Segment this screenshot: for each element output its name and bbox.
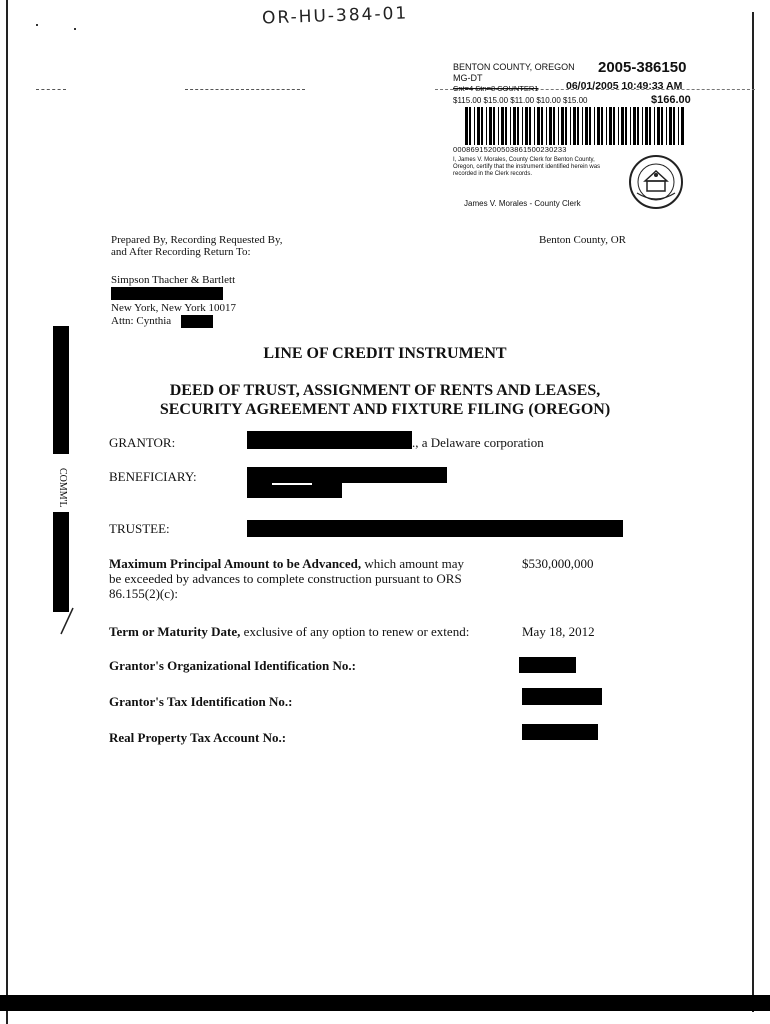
barcode-bar	[549, 107, 552, 145]
tax-id-label: Grantor's Tax Identification No.:	[109, 694, 293, 709]
barcode-bar	[630, 107, 631, 145]
firm-name: Simpson Thacher & Bartlett	[111, 274, 236, 286]
barcode-bar	[558, 107, 559, 145]
barcode-bar	[493, 107, 495, 145]
barcode-bar	[525, 107, 528, 145]
barcode-bar	[649, 107, 651, 145]
bottom-scan-band	[0, 995, 770, 1011]
redaction-trustee	[247, 520, 623, 537]
max-principal-rest-1: which amount may	[361, 556, 464, 571]
redaction-org-id	[519, 657, 576, 673]
stamp-total: $166.00	[651, 94, 691, 106]
barcode-bar	[561, 107, 564, 145]
barcode-bar	[469, 107, 471, 145]
instrument-title: LINE OF CREDIT INSTRUMENT	[263, 345, 507, 362]
attention-line: Attn: Cynthia	[111, 315, 172, 327]
barcode-bar	[577, 107, 579, 145]
barcode-bar	[657, 107, 660, 145]
max-principal-rest-2: be exceeded by advances to complete construction pursuant to ORS	[109, 571, 462, 586]
left-edge-line	[6, 0, 8, 1024]
barcode-bar	[661, 107, 663, 145]
barcode-bar	[594, 107, 595, 145]
barcode-bar	[553, 107, 555, 145]
deed-title-line-2: SECURITY AGREEMENT AND FIXTURE FILING (OREGON)	[159, 401, 611, 418]
barcode-bar	[642, 107, 643, 145]
stamp-clerk-line: Cnt=4 Stn=8 COUNTER1	[453, 84, 539, 93]
dash-line	[185, 89, 305, 90]
deed-title-line-1: DEED OF TRUST, ASSIGNMENT OF RENTS AND LEASES,	[169, 382, 601, 399]
barcode-bar	[589, 107, 591, 145]
barcode-bar	[669, 107, 672, 145]
firm-city: New York, New York 10017	[111, 302, 236, 314]
barcode-bar	[606, 107, 607, 145]
grantor-suffix: ., a Delaware corporation	[412, 435, 544, 450]
stamp-type-code: MG-DT	[453, 73, 483, 83]
redaction-gap	[272, 483, 312, 485]
barcode-bar	[534, 107, 535, 145]
barcode-bar	[673, 107, 675, 145]
stamp-clerk-signature: James V. Morales - County Clerk	[464, 199, 581, 208]
county-seal-icon	[627, 153, 685, 211]
redaction-beneficiary-1	[247, 467, 447, 483]
stamp-certification: I, James V. Morales, County Clerk for Benton County, Oregon, certify that the instrument identified herein was recorded in the Clerk records.	[453, 157, 601, 177]
right-edge-line	[752, 12, 754, 1012]
prepared-line-1: Prepared By, Recording Requested By,	[111, 234, 283, 246]
barcode-bar	[517, 107, 519, 145]
term-text	[109, 624, 469, 639]
max-principal-bold: Maximum Principal Amount to be Advanced,	[109, 556, 362, 571]
barcode-bar	[505, 107, 507, 145]
max-principal-rest-3: 86.155(2)(c):	[109, 586, 178, 601]
max-principal-text	[109, 556, 509, 571]
redaction-attn-name	[181, 315, 213, 328]
barcode-bar	[510, 107, 511, 145]
barcode-bar	[489, 107, 492, 145]
barcode-bar	[522, 107, 523, 145]
barcode-bar	[477, 107, 480, 145]
redaction-property-tax	[522, 724, 598, 740]
county-right: Benton County, OR	[539, 234, 626, 246]
max-principal-value: $530,000,000	[522, 556, 594, 571]
barcode-bar	[678, 107, 679, 145]
barcode-bar	[570, 107, 571, 145]
speck	[74, 28, 76, 30]
barcode-number: 00086915200503861500230233	[453, 145, 567, 154]
barcode-bar	[541, 107, 543, 145]
barcode-bar	[474, 107, 475, 145]
speck	[36, 24, 38, 26]
term-rest: exclusive of any option to renew or extend:	[240, 624, 470, 639]
barcode-bar	[537, 107, 540, 145]
redaction-grantor	[247, 431, 412, 449]
redaction-address	[111, 287, 223, 300]
barcode-bar	[654, 107, 655, 145]
redaction-tax-id	[522, 688, 602, 705]
barcode-bar	[582, 107, 583, 145]
grantor-label: GRANTOR:	[109, 435, 176, 450]
barcode-bar	[625, 107, 627, 145]
barcode-bar	[613, 107, 615, 145]
dash-line	[36, 89, 66, 90]
margin-bar-bottom	[53, 512, 69, 612]
barcode-bar	[546, 107, 547, 145]
barcode-bar	[481, 107, 483, 145]
barcode-bar	[618, 107, 619, 145]
handwritten-reference: OR-HU-384-01	[261, 3, 409, 29]
barcode-bar	[597, 107, 600, 145]
checkmark-icon	[58, 606, 78, 638]
stamp-fees: $115.00 $15.00 $11.00 $10.00 $15.00	[453, 96, 588, 105]
barcode-bar	[585, 107, 588, 145]
barcode-bar	[513, 107, 516, 145]
property-tax-label: Real Property Tax Account No.:	[109, 730, 287, 745]
stamp-datetime: 06/01/2005 10:49:33 AM	[566, 80, 683, 92]
org-id-label: Grantor's Organizational Identification No.:	[109, 658, 356, 673]
barcode-bar	[501, 107, 504, 145]
barcode-bar	[666, 107, 667, 145]
barcode-bar	[486, 107, 487, 145]
barcode-bar	[621, 107, 624, 145]
stamp-doc-number: 2005-386150	[598, 59, 687, 76]
barcode-bar	[465, 107, 468, 145]
barcode-bar	[681, 107, 684, 145]
barcode-bar	[573, 107, 576, 145]
stamp-county: BENTON COUNTY, OREGON	[453, 62, 575, 72]
margin-mark: COMM'L	[57, 468, 68, 508]
barcode-bar	[601, 107, 603, 145]
beneficiary-label: BENEFICIARY:	[109, 469, 197, 484]
barcode-bar	[565, 107, 567, 145]
barcode-bar	[637, 107, 639, 145]
barcode-bar	[529, 107, 531, 145]
barcode	[465, 107, 687, 145]
term-value: May 18, 2012	[522, 624, 595, 639]
prepared-line-2: and After Recording Return To:	[111, 246, 251, 258]
barcode-bar	[633, 107, 636, 145]
term-bold: Term or Maturity Date,	[109, 624, 241, 639]
barcode-bar	[498, 107, 499, 145]
barcode-bar	[645, 107, 648, 145]
trustee-label: TRUSTEE:	[109, 521, 170, 536]
barcode-bar	[609, 107, 612, 145]
